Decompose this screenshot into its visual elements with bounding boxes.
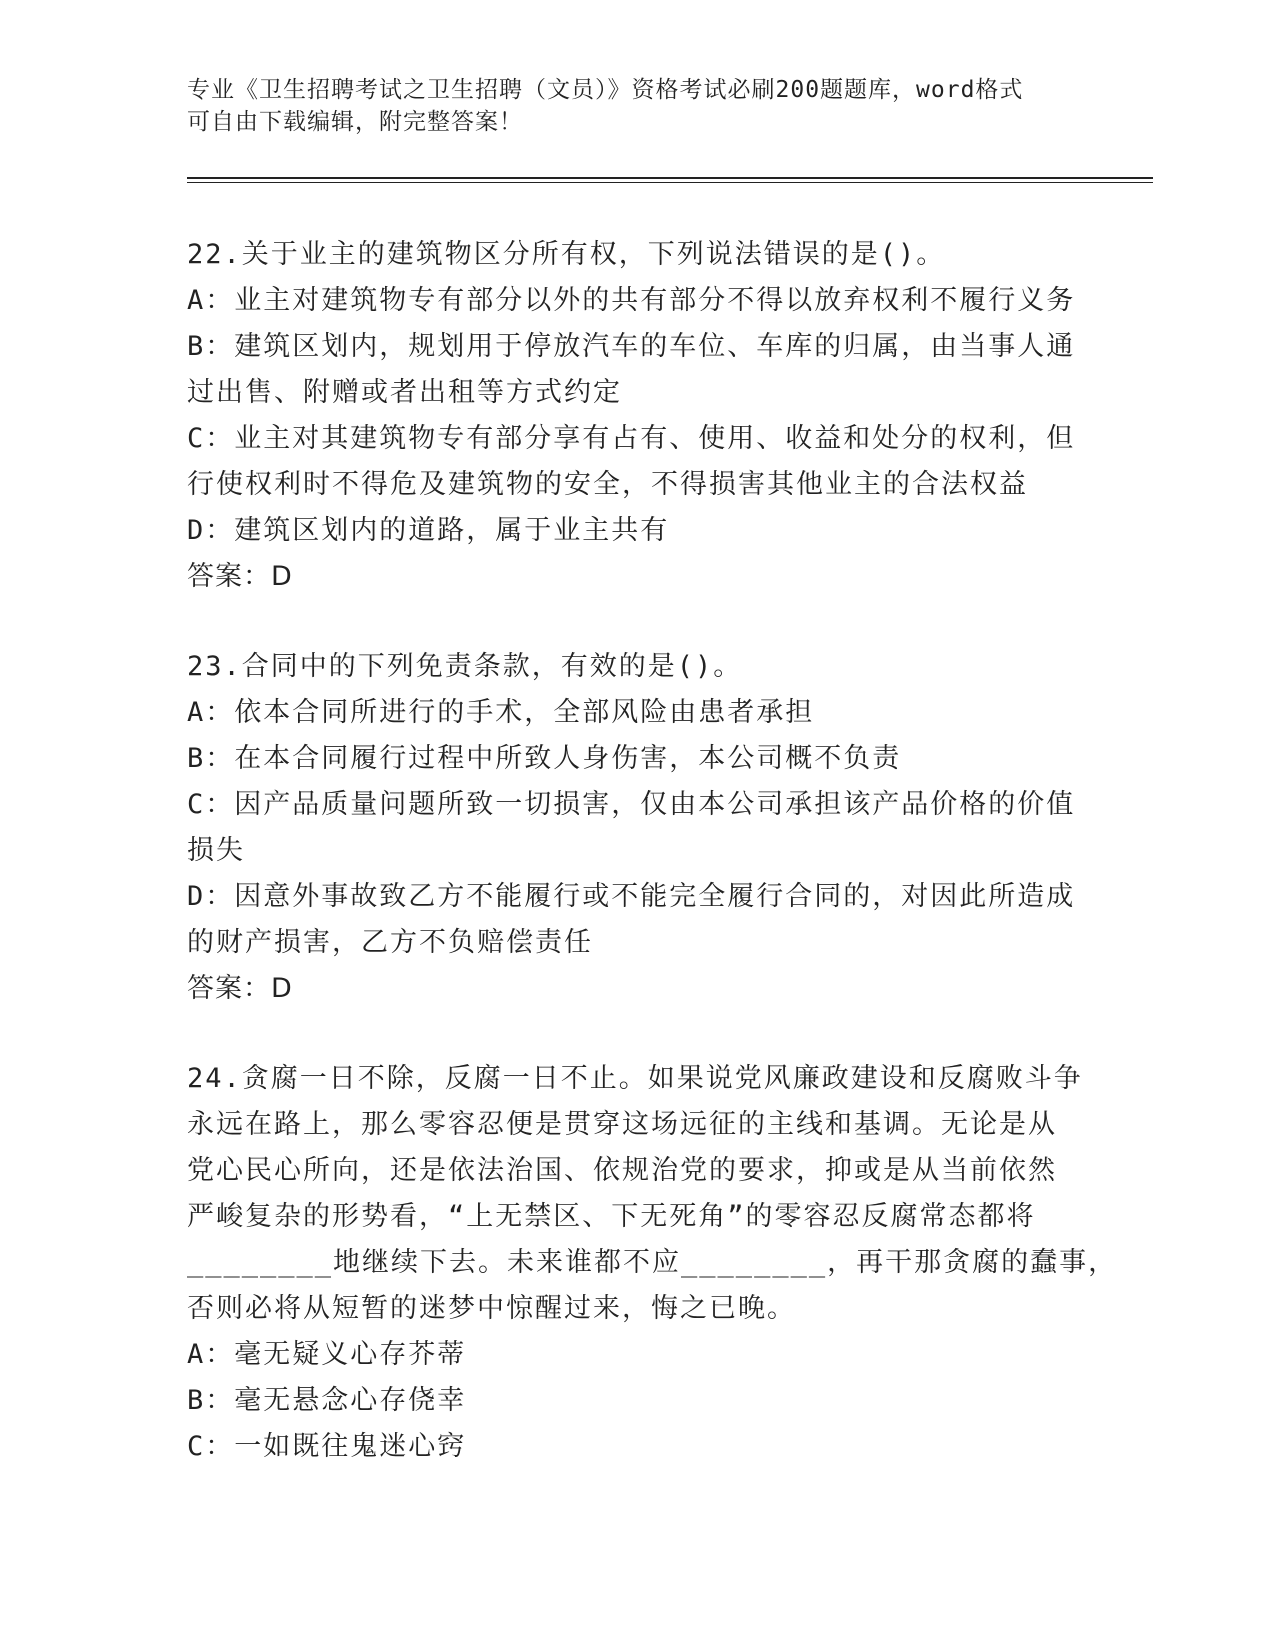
- option-c: C：一如既往鬼迷心窍: [187, 1431, 467, 1462]
- header-divider-secondary: [187, 182, 1153, 183]
- question-list: [187, 232, 1118, 1470]
- header-divider: [187, 177, 1153, 179]
- question-stem: 23.合同中的下列免责条款，有效的是()。: [187, 651, 743, 682]
- question-stem-line-3: 党心民心所向，还是依法治国、依规治党的要求，抑或是从当前依然: [187, 1155, 1057, 1186]
- option-b: B：毫无悬念心存侥幸: [187, 1385, 467, 1416]
- question-stem: 22.关于业主的建筑物区分所有权，下列说法错误的是()。: [187, 239, 946, 270]
- question-stem-line-4: 严峻复杂的形势看，“上无禁区、下无死角”的零容忍反腐常态都将: [187, 1201, 1036, 1232]
- option-b-line-2: 过出售、附赠或者出租等方式约定: [187, 377, 622, 408]
- answer-label: 答案：D: [187, 973, 293, 1004]
- option-c-line-1: C：因产品质量问题所致一切损害，仅由本公司承担该产品价格的价值: [187, 789, 1076, 820]
- option-c-line-2: 损失: [187, 835, 245, 866]
- header-line-1: 专业《卫生招聘考试之卫生招聘（文员）》资格考试必刷200题题库，word格式: [187, 77, 1024, 103]
- question-stem-line-2: 永远在路上，那么零容忍便是贯穿这场远征的主线和基调。无论是从: [187, 1109, 1057, 1140]
- answer-label: 答案：D: [187, 561, 293, 592]
- option-a: A：毫无疑义心存芥蒂: [187, 1339, 467, 1370]
- header-line-2: 可自由下载编辑，附完整答案！: [187, 109, 523, 135]
- question-spacer: [187, 1012, 1067, 1056]
- option-a: A：依本合同所进行的手术，全部风险由患者承担: [187, 697, 815, 728]
- question-23: [187, 644, 1076, 1012]
- document-header: [187, 74, 1067, 138]
- option-d: D：建筑区划内的道路，属于业主共有: [187, 515, 670, 546]
- question-stem-line-6: 否则必将从短暂的迷梦中惊醒过来，悔之已晚。: [187, 1293, 796, 1324]
- option-d-line-2: 的财产损害，乙方不负赔偿责任: [187, 927, 593, 958]
- option-c-line-1: C：业主对其建筑物专有部分享有占有、使用、收益和处分的权利，但: [187, 423, 1076, 454]
- question-spacer: [187, 600, 1067, 644]
- question-22: [187, 232, 1076, 600]
- question-stem-line-5: ________地继续下去。未来谁都不应________，再干那贪腐的蠢事，: [187, 1247, 1118, 1278]
- option-b: B：在本合同履行过程中所致人身伤害，本公司概不负责: [187, 743, 902, 774]
- option-d-line-1: D：因意外事故致乙方不能履行或不能完全履行合同的，对因此所造成: [187, 881, 1076, 912]
- question-24: [187, 1056, 1118, 1470]
- option-c-line-2: 行使权利时不得危及建筑物的安全，不得损害其他业主的合法权益: [187, 469, 1028, 500]
- option-b-line-1: B：建筑区划内，规划用于停放汽车的车位、车库的归属，由当事人通: [187, 331, 1076, 362]
- option-a: A：业主对建筑物专有部分以外的共有部分不得以放弃权利不履行义务: [187, 285, 1076, 316]
- question-stem-line-1: 24.贪腐一日不除，反腐一日不止。如果说党风廉政建设和反腐败斗争: [187, 1063, 1083, 1094]
